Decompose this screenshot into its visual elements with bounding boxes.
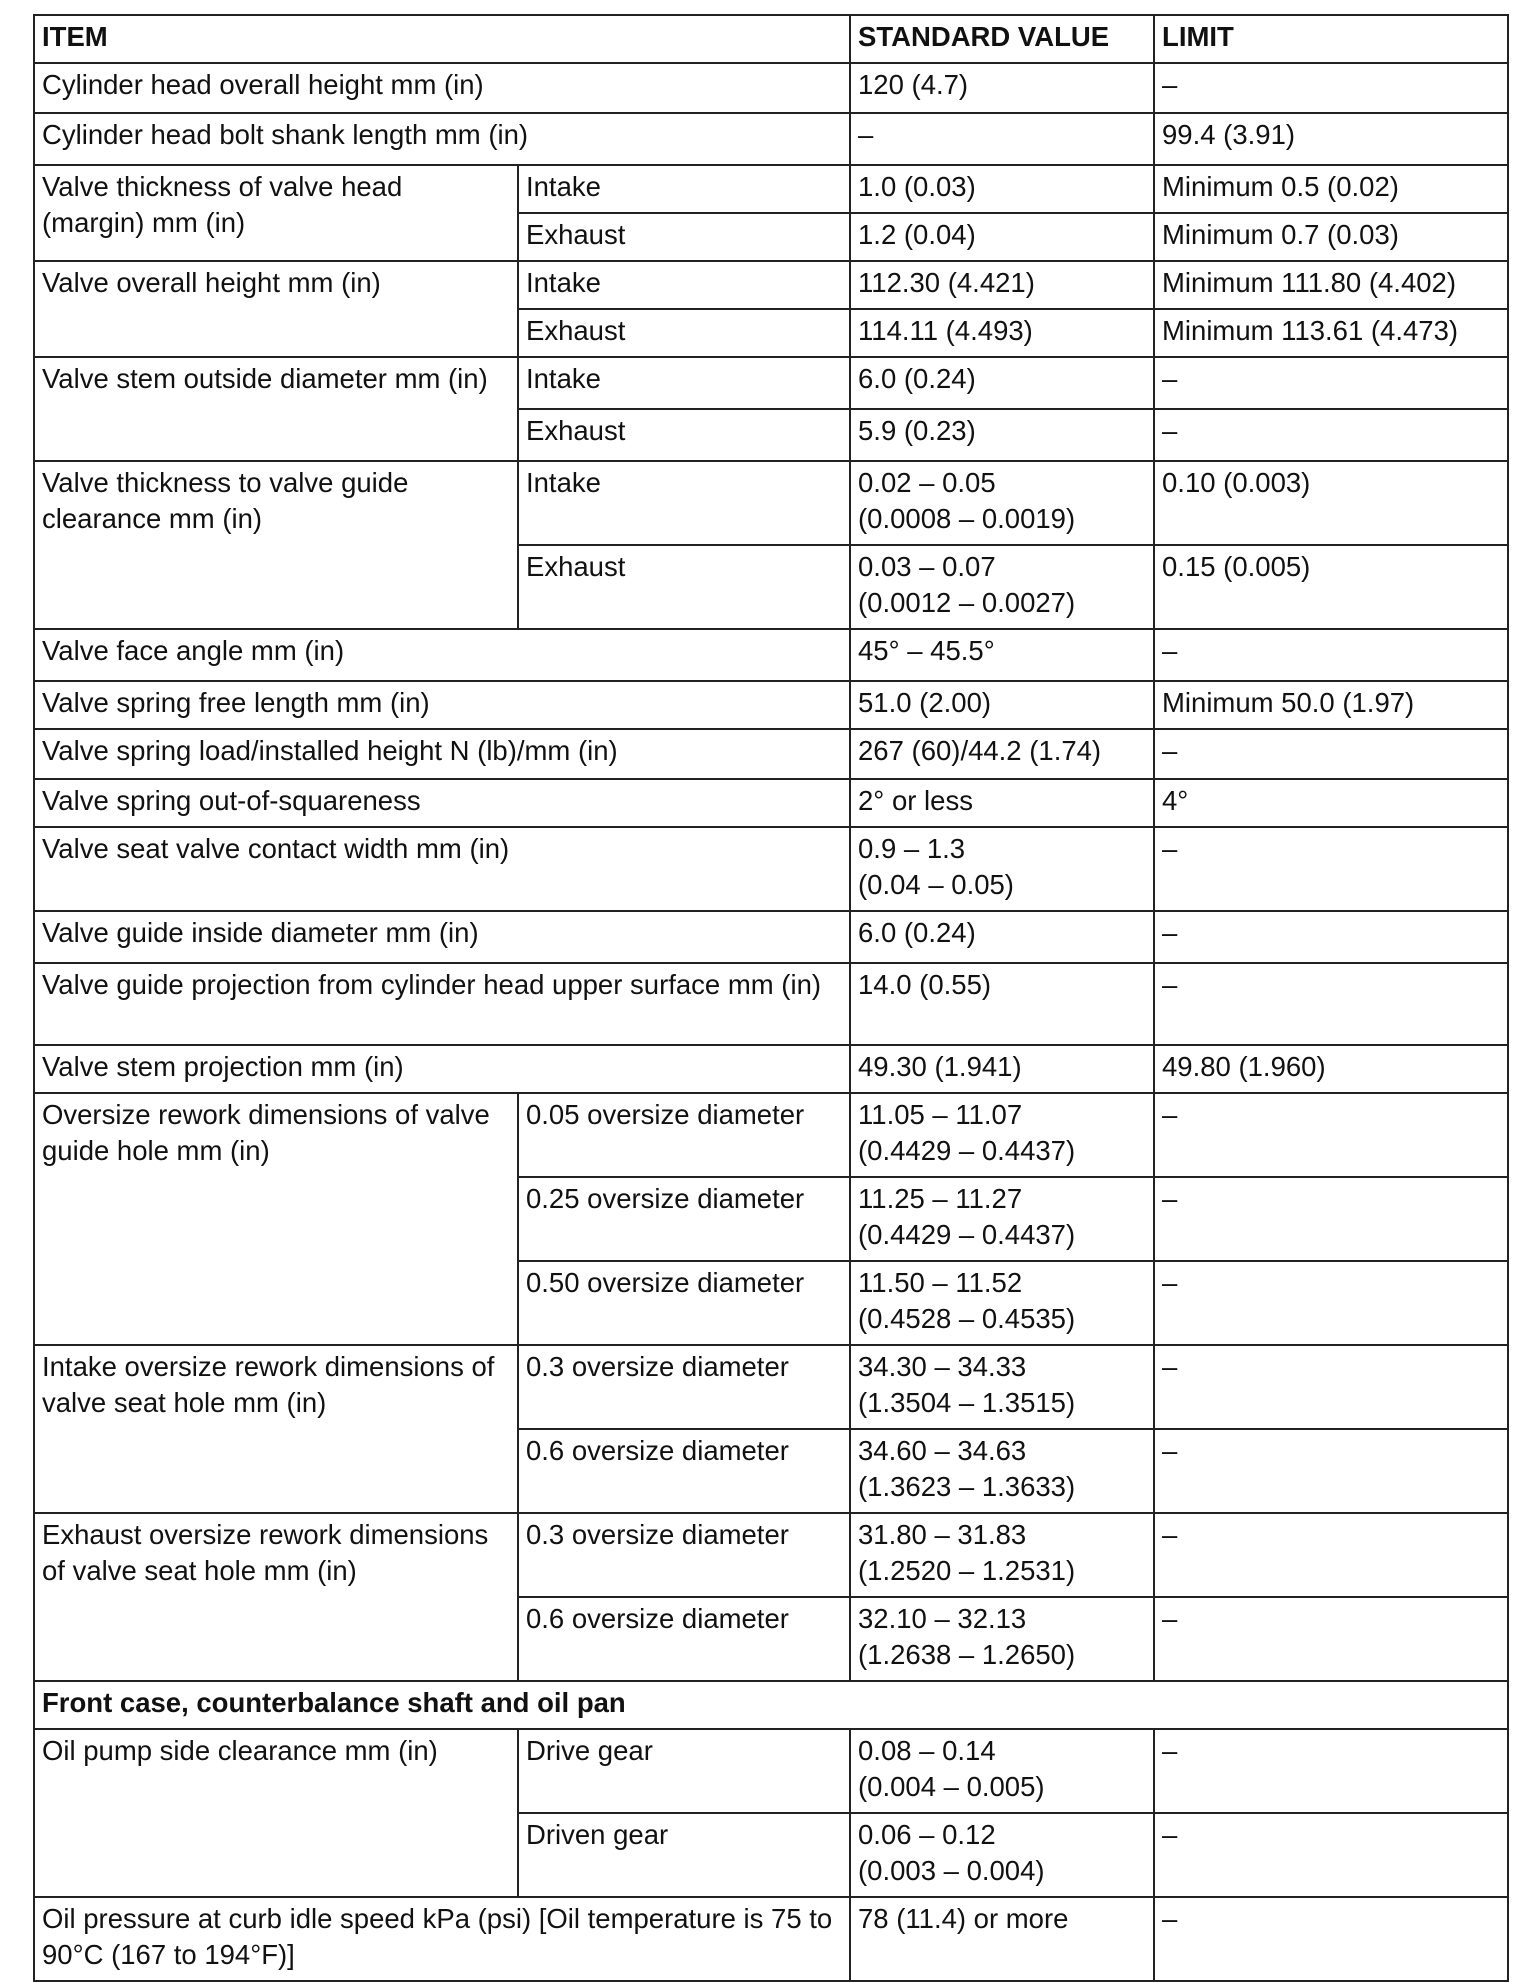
sub-item-cell: 0.25 oversize diameter xyxy=(518,1177,850,1261)
specification-table xyxy=(33,14,1509,1982)
table-row xyxy=(34,113,1508,165)
standard-value-text: 11.05 – 11.07 (0.4429 – 0.4437) xyxy=(858,1099,1076,1166)
limit-cell: – xyxy=(1154,963,1508,1045)
limit-cell: – xyxy=(1154,409,1508,461)
table-row xyxy=(34,63,1508,113)
standard-value-cell xyxy=(850,545,1154,629)
limit-cell: – xyxy=(1154,1513,1508,1597)
item-cell: Valve spring out-of-squareness xyxy=(34,779,850,827)
standard-value-cell xyxy=(850,1597,1154,1681)
item-cell: Exhaust oversize rework dimensions of valve seat hole mm (in) xyxy=(34,1513,518,1681)
sub-item-cell: Exhaust xyxy=(518,309,850,357)
limit-cell: 0.15 (0.005) xyxy=(1154,545,1508,629)
item-cell: Valve spring load/installed height N (lb)/mm (in) xyxy=(34,729,850,779)
sub-item-cell: 0.6 oversize diameter xyxy=(518,1429,850,1513)
limit-cell: – xyxy=(1154,1177,1508,1261)
table-row xyxy=(34,261,1508,309)
limit-cell: Minimum 0.5 (0.02) xyxy=(1154,165,1508,213)
limit-cell: – xyxy=(1154,1597,1508,1681)
standard-value-cell xyxy=(850,1345,1154,1429)
standard-value-cell: 5.9 (0.23) xyxy=(850,409,1154,461)
limit-cell: 49.80 (1.960) xyxy=(1154,1045,1508,1093)
section-heading: Front case, counterbalance shaft and oil pan xyxy=(34,1681,1508,1729)
table-row xyxy=(34,911,1508,963)
table-header-row xyxy=(34,15,1508,63)
sub-item-cell: Driven gear xyxy=(518,1813,850,1897)
standard-value-text: 0.08 – 0.14 (0.004 – 0.005) xyxy=(858,1735,1045,1802)
standard-value-text: 34.30 – 34.33 (1.3504 – 1.3515) xyxy=(858,1351,1076,1418)
item-cell: Valve stem projection mm (in) xyxy=(34,1045,850,1093)
item-cell: Valve thickness to valve guide clearance mm (in) xyxy=(34,461,518,629)
item-cell: Valve face angle mm (in) xyxy=(34,629,850,681)
item-cell: Valve stem outside diameter mm (in) xyxy=(34,357,518,461)
standard-value-text: 0.9 – 1.3 (0.04 – 0.05) xyxy=(858,833,1014,900)
table-row xyxy=(34,779,1508,827)
standard-value-cell xyxy=(850,1813,1154,1897)
limit-cell: Minimum 111.80 (4.402) xyxy=(1154,261,1508,309)
limit-cell: – xyxy=(1154,1429,1508,1513)
item-cell: Valve guide projection from cylinder head upper surface mm (in) xyxy=(34,963,850,1045)
standard-value-cell: 120 (4.7) xyxy=(850,63,1154,113)
standard-value-cell: 14.0 (0.55) xyxy=(850,963,1154,1045)
table-row xyxy=(34,165,1508,213)
sub-item-cell: Intake xyxy=(518,357,850,409)
limit-cell: – xyxy=(1154,911,1508,963)
standard-value-cell: 78 (11.4) or more xyxy=(850,1897,1154,1981)
table-row xyxy=(34,681,1508,729)
sub-item-cell: Exhaust xyxy=(518,545,850,629)
sub-item-cell: Intake xyxy=(518,261,850,309)
sub-item-cell: 0.50 oversize diameter xyxy=(518,1261,850,1345)
table-row xyxy=(34,827,1508,911)
limit-cell: Minimum 113.61 (4.473) xyxy=(1154,309,1508,357)
sub-item-cell: Exhaust xyxy=(518,409,850,461)
limit-cell: Minimum 50.0 (1.97) xyxy=(1154,681,1508,729)
section-header-row xyxy=(34,1681,1508,1729)
sub-item-cell: Exhaust xyxy=(518,213,850,261)
standard-value-cell: 51.0 (2.00) xyxy=(850,681,1154,729)
item-cell: Oil pump side clearance mm (in) xyxy=(34,1729,518,1897)
limit-cell: – xyxy=(1154,629,1508,681)
header-limit: LIMIT xyxy=(1154,15,1508,63)
limit-cell: – xyxy=(1154,1813,1508,1897)
standard-value-text: 32.10 – 32.13 (1.2638 – 1.2650) xyxy=(858,1603,1076,1670)
standard-value-text: 11.50 – 11.52 (0.4528 – 0.4535) xyxy=(858,1267,1076,1334)
limit-cell: – xyxy=(1154,1897,1508,1981)
table-row xyxy=(34,1897,1508,1981)
table-row xyxy=(34,963,1508,1045)
table-row xyxy=(34,729,1508,779)
item-cell: Valve overall height mm (in) xyxy=(34,261,518,357)
standard-value-cell: – xyxy=(850,113,1154,165)
limit-cell: – xyxy=(1154,357,1508,409)
table-row xyxy=(34,1345,1508,1429)
sub-item-cell: Intake xyxy=(518,461,850,545)
standard-value-text: 11.25 – 11.27 (0.4429 – 0.4437) xyxy=(858,1183,1076,1250)
standard-value-cell: 267 (60)/44.2 (1.74) xyxy=(850,729,1154,779)
standard-value-cell xyxy=(850,827,1154,911)
standard-value-cell xyxy=(850,1093,1154,1177)
standard-value-cell: 45° – 45.5° xyxy=(850,629,1154,681)
sub-item-cell: 0.05 oversize diameter xyxy=(518,1093,850,1177)
standard-value-cell: 6.0 (0.24) xyxy=(850,911,1154,963)
standard-value-cell: 2° or less xyxy=(850,779,1154,827)
item-cell: Valve guide inside diameter mm (in) xyxy=(34,911,850,963)
item-cell: Cylinder head bolt shank length mm (in) xyxy=(34,113,850,165)
standard-value-cell xyxy=(850,1177,1154,1261)
table-row xyxy=(34,629,1508,681)
standard-value-cell: 49.30 (1.941) xyxy=(850,1045,1154,1093)
standard-value-text: 0.03 – 0.07 (0.0012 – 0.0027) xyxy=(858,551,1076,618)
standard-value-cell xyxy=(850,1261,1154,1345)
item-cell: Intake oversize rework dimensions of valve seat hole mm (in) xyxy=(34,1345,518,1513)
item-cell: Cylinder head overall height mm (in) xyxy=(34,63,850,113)
limit-cell: – xyxy=(1154,729,1508,779)
standard-value-cell: 6.0 (0.24) xyxy=(850,357,1154,409)
limit-cell: 0.10 (0.003) xyxy=(1154,461,1508,545)
table-row xyxy=(34,1093,1508,1177)
table-row xyxy=(34,461,1508,545)
limit-cell: 99.4 (3.91) xyxy=(1154,113,1508,165)
item-cell: Valve spring free length mm (in) xyxy=(34,681,850,729)
sub-item-cell: 0.6 oversize diameter xyxy=(518,1597,850,1681)
standard-value-cell xyxy=(850,1513,1154,1597)
limit-cell: – xyxy=(1154,1261,1508,1345)
table-row xyxy=(34,1045,1508,1093)
limit-cell: – xyxy=(1154,1345,1508,1429)
item-cell: Oil pressure at curb idle speed kPa (psi) [Oil temperature is 75 to 90°C (167 to 194°F)] xyxy=(34,1897,850,1981)
standard-value-cell xyxy=(850,461,1154,545)
standard-value-cell: 114.11 (4.493) xyxy=(850,309,1154,357)
limit-cell: – xyxy=(1154,1729,1508,1813)
limit-cell: 4° xyxy=(1154,779,1508,827)
standard-value-text: 0.06 – 0.12 (0.003 – 0.004) xyxy=(858,1819,1045,1886)
sub-item-cell: 0.3 oversize diameter xyxy=(518,1345,850,1429)
table-row xyxy=(34,1729,1508,1813)
item-cell: Valve seat valve contact width mm (in) xyxy=(34,827,850,911)
standard-value-text: 31.80 – 31.83 (1.2520 – 1.2531) xyxy=(858,1519,1076,1586)
header-standard-value: STANDARD VALUE xyxy=(850,15,1154,63)
limit-cell: – xyxy=(1154,1093,1508,1177)
standard-value-cell xyxy=(850,1729,1154,1813)
standard-value-text: 34.60 – 34.63 (1.3623 – 1.3633) xyxy=(858,1435,1076,1502)
standard-value-cell: 112.30 (4.421) xyxy=(850,261,1154,309)
limit-cell: – xyxy=(1154,63,1508,113)
item-cell: Valve thickness of valve head (margin) mm (in) xyxy=(34,165,518,261)
table-row xyxy=(34,357,1508,409)
limit-cell: – xyxy=(1154,827,1508,911)
standard-value-cell: 1.2 (0.04) xyxy=(850,213,1154,261)
item-cell: Oversize rework dimensions of valve guide hole mm (in) xyxy=(34,1093,518,1345)
sub-item-cell: Drive gear xyxy=(518,1729,850,1813)
standard-value-cell: 1.0 (0.03) xyxy=(850,165,1154,213)
sub-item-cell: 0.3 oversize diameter xyxy=(518,1513,850,1597)
sub-item-cell: Intake xyxy=(518,165,850,213)
limit-cell: Minimum 0.7 (0.03) xyxy=(1154,213,1508,261)
standard-value-text: 0.02 – 0.05 (0.0008 – 0.0019) xyxy=(858,467,1076,534)
table-row xyxy=(34,1513,1508,1597)
header-item: ITEM xyxy=(34,15,850,63)
standard-value-cell xyxy=(850,1429,1154,1513)
